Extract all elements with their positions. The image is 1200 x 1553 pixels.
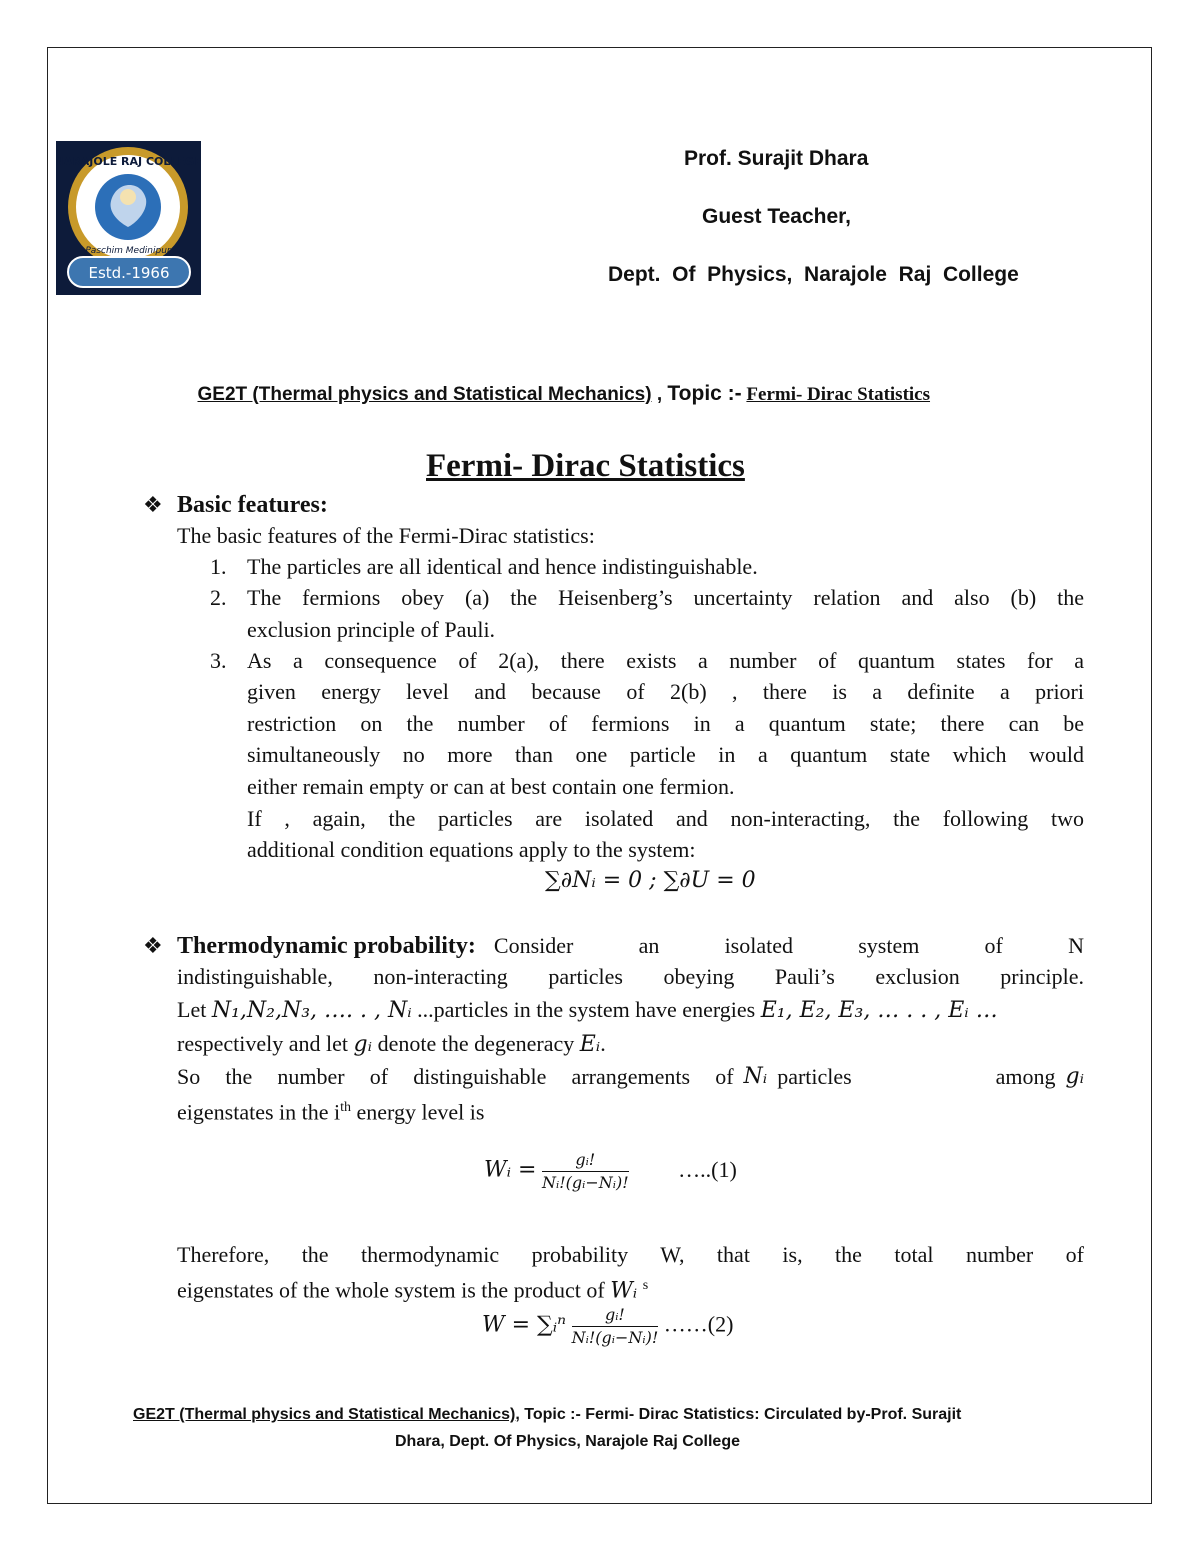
section-heading-line [177,930,1084,962]
text: eigenstates in the i [177,1099,341,1125]
paragraph-line: additional condition equations apply to the system: [247,837,696,862]
eq1-numerator: gᵢ! [542,1150,629,1172]
math-w: Wᵢ [610,1278,638,1304]
logo-estd-text: Estd.-1966 [88,264,170,282]
text: So the number of distinguishable arrangements of [177,1064,734,1089]
footer-line-1 [133,1406,961,1424]
paragraph-line [177,1270,1084,1307]
logo-arc-text: NARAJOLE RAJ COLLEGE [56,155,201,168]
text: respectively and let [177,1031,354,1056]
author-department: Dept. Of Physics, Narajole Raj College [608,263,1019,286]
footer-course: GE2T (Thermal physics and Statistical Mechanics) [133,1406,516,1423]
text: eigenstates of the whole system is the product of [177,1277,611,1303]
equation-1 [484,1150,737,1193]
text: Let [177,997,212,1022]
author-role: Guest Teacher, [702,205,852,228]
paragraph-line [177,994,1084,1027]
math-n-list: N₁,N₂,N₃, …. . , Nᵢ [211,998,412,1023]
paragraph-line: If , again, the particles are isolated and non-interacting, the following two [247,806,1084,831]
list-item-line: As a consequence of 2(a), there exists a number of quantum states for a [247,648,1084,673]
college-logo [56,141,201,295]
paragraph-line [177,1061,1084,1093]
topic-label: Topic :- [667,382,742,405]
superscript: th [340,1100,352,1115]
diamond-bullet-icon: ❖ [143,933,163,958]
list-item-line: The fermions obey (a) the Heisenberg’s uncertainty relation and also (b) the [247,585,1084,610]
equation-2 [482,1305,733,1348]
separator: , [651,384,668,405]
eq2-numerator: gᵢ! [572,1305,659,1327]
text: denote the degeneracy [372,1031,580,1056]
paragraph-line: Therefore, the thermodynamic probability W, that is, the total number of [177,1242,1084,1267]
condition-equation: ∑∂Nᵢ = 0 ; ∑∂U = 0 [545,868,756,893]
math-g: gᵢ [353,1032,373,1057]
eq2-denominator: Nᵢ!(gᵢ−Nᵢ)! [571,1328,659,1347]
section-intro: The basic features of the Fermi-Dirac statistics: [177,523,595,548]
list-item-line: simultaneously no more than one particle in a quantum state which would [247,742,1084,767]
section-heading-thermodynamic: Thermodynamic probability: [177,933,476,959]
text: energy level is [351,1099,485,1125]
list-number: 1. [210,554,227,579]
section-heading-basic-features: Basic features: [177,492,328,518]
list-number: 2. [210,585,227,610]
eq1-denominator: Nᵢ!(gᵢ−Nᵢ)! [541,1173,629,1192]
text: . [600,1031,606,1056]
topic-name: Fermi- Dirac Statistics [746,384,931,405]
list-item-line: exclusion principle of Pauli. [247,617,496,642]
text: particles among [777,1064,1056,1089]
list-item-line: restriction on the number of fermions in a quantum state; there can be [247,711,1084,736]
paragraph-line [177,1028,1084,1061]
math-e: Eᵢ [579,1032,601,1057]
list-number: 3. [210,648,227,673]
course-name: GE2T (Thermal physics and Statistical Mechanics) [197,384,652,405]
eq1-fraction [542,1150,629,1193]
eq1-tag: …..(1) [678,1156,737,1182]
eq1-lhs: Wᵢ = [484,1157,537,1183]
eq2-tag: ……(2) [663,1311,734,1337]
superscript: s [642,1278,649,1293]
footer-line-2: Dhara, Dept. Of Physics, Narajole Raj College [395,1433,740,1450]
college-seal-icon [56,141,201,295]
course-topic-line [188,360,930,406]
list-item-line: The particles are all identical and hence indistinguishable. [247,554,758,579]
footer-text: , Topic :- Fermi- Dirac Statistics: Circulated by-Prof. Surajit [515,1406,962,1423]
heading-continuation: Consider an isolated system of N [493,933,1084,958]
math-g: gᵢ [1065,1064,1084,1089]
eq2-fraction [572,1305,659,1348]
math-n: Nᵢ [743,1064,768,1089]
document-title: Fermi- Dirac Statistics [426,448,745,484]
logo-place-text: Paschim Medinipur [85,246,171,256]
paragraph-line [177,1092,1084,1128]
paragraph-line: indistinguishable, non-interacting particles obeying Pauli’s exclusion principle. [177,964,1084,989]
list-item-line: either remain empty or can at best contain one fermion. [247,774,735,799]
list-item-line: given energy level and because of 2(b) , there is a definite a priori [247,679,1084,704]
diamond-bullet-icon: ❖ [143,492,163,517]
text: ...particles in the system have energies [411,997,761,1022]
eq2-lhs: W = ∑ᵢⁿ [482,1312,567,1338]
author-name: Prof. Surajit Dhara [684,147,869,170]
math-e-list: E₁, E₂, E₃, … . . , Eᵢ … [760,998,998,1023]
